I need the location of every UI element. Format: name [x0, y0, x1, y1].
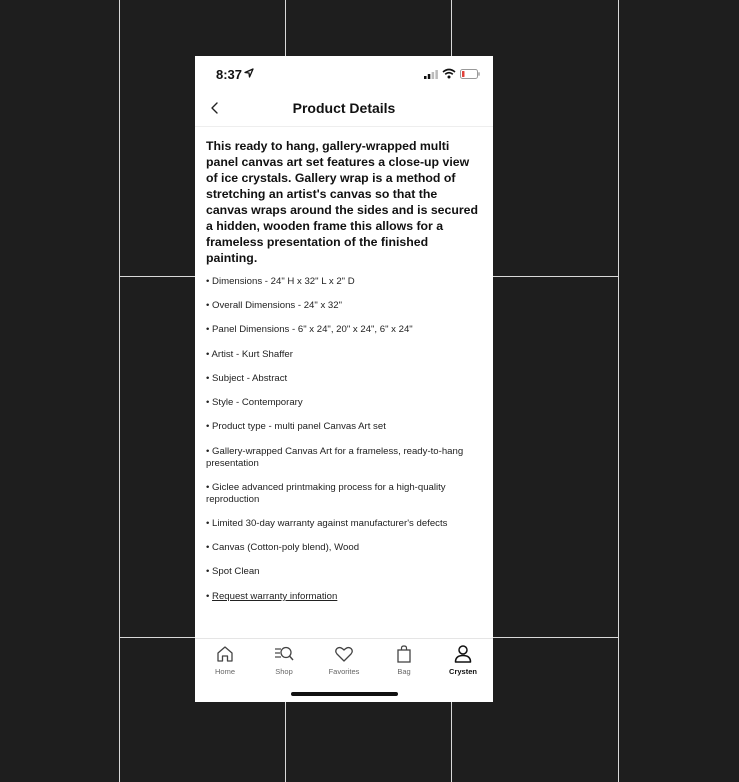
user-icon [453, 644, 473, 664]
tab-account[interactable] [433, 639, 493, 684]
tab-bag[interactable] [374, 639, 434, 684]
tab-bag-label: Bag [397, 667, 411, 676]
battery-icon [460, 69, 480, 79]
feature-item: • Artist - Kurt Shaffer [206, 349, 293, 360]
tab-shop[interactable] [254, 639, 314, 684]
feature-item: • Giclee advanced printmaking process for a high-quality reproduction [206, 482, 446, 505]
tab-shop-label: Shop [275, 667, 293, 676]
wifi-icon [442, 68, 456, 79]
tab-favorites[interactable] [314, 639, 374, 684]
feature-item: • Limited 30-day warranty against manufacturer's defects [206, 518, 448, 529]
feature-item: • Gallery-wrapped Canvas Art for a frameless, ready-to-hang presentation [206, 446, 464, 469]
heart-icon [334, 644, 354, 664]
phone-screen [195, 56, 493, 702]
tab-account-label: Crysten [449, 667, 477, 676]
tab-home-label: Home [214, 667, 235, 676]
feature-item: • Canvas (Cotton-poly blend), Wood [206, 542, 360, 553]
signal-icon [424, 70, 438, 79]
request-warranty-link[interactable]: Request warranty information [212, 591, 338, 602]
home-indicator [291, 692, 398, 696]
feature-item: • Dimensions - 24" H x 32" L x 2" D [206, 276, 355, 287]
feature-item: • Product type - multi panel Canvas Art set [206, 421, 386, 432]
tab-bar [195, 638, 493, 702]
tab-home[interactable] [195, 639, 255, 684]
bag-icon [394, 644, 414, 664]
location-arrow-icon [244, 68, 254, 78]
feature-item: • Overall Dimensions - 24" x 32" [206, 300, 343, 311]
gridline [618, 0, 619, 782]
home-icon [215, 644, 235, 664]
feature-item: • Panel Dimensions - 6" x 24", 20" x 24", 6" x 24" [206, 324, 413, 335]
status-time: 8:37 [216, 67, 243, 82]
feature-item: • Style - Contemporary [206, 397, 303, 408]
search-icon [274, 644, 294, 664]
warranty-item [206, 591, 481, 603]
tab-favorites-label: Favorites [328, 667, 360, 676]
status-bar [195, 56, 493, 92]
gridline [119, 0, 120, 782]
page-title: Product Details [292, 100, 396, 116]
product-description: This ready to hang, gallery-wrapped multi panel canvas art set features a close-up view of ice crystals. Gallery wrap is a method of stretching an artist's canvas so that the canvas wraps around the sides and is secured a hidden, wooden frame this allows for a frameless presentation of the finished painting. [206, 139, 479, 265]
feature-item: • Subject - Abstract [206, 373, 288, 384]
nav-header [195, 92, 493, 127]
feature-item: • Spot Clean [206, 566, 260, 577]
bullet-marker: • [206, 591, 213, 602]
